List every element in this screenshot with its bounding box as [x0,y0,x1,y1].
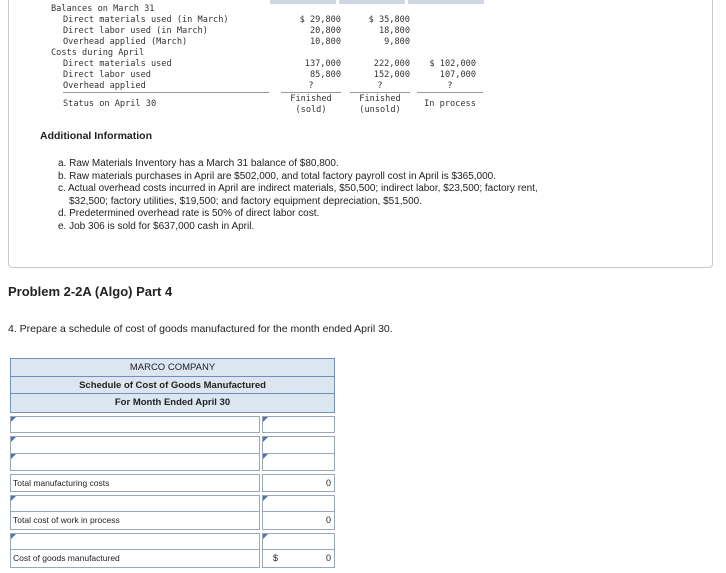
table-row [10,550,335,568]
schedule-subtitle: Schedule of Cost of Goods Manufactured [11,377,334,395]
table-row [10,436,335,454]
column-header-strip [339,0,405,4]
schedule-period: For Month Ended April 30 [114,397,231,408]
cost-value: 107,000 [439,70,476,80]
balance-label: Direct labor used (in March) [63,26,208,36]
total-mfg-label: Total manufacturing costs [10,474,260,492]
column-header-strip [408,0,484,4]
schedule-table [10,358,335,568]
amount-input[interactable] [262,533,335,551]
question-text: 4. Prepare a schedule of cost of goods manufactured for the month ended April 30. [8,323,393,335]
problem-title: Problem 2-2A (Algo) Part 4 [8,284,173,299]
cost-label: Direct materials used [63,59,172,69]
company-name: MARCO COMPANY [11,359,334,377]
input-marker-icon [11,437,16,442]
table-row [10,454,335,472]
table-row [10,474,335,492]
cogm-cell [262,550,335,568]
label-input[interactable] [10,454,260,472]
input-marker-icon [11,454,16,459]
cost-value: 152,000 [373,70,410,80]
balance-value: 18,800 [378,26,410,36]
info-item: b. Raw materials purchases in April are $502,000, and total factory payroll cost in April is $365,000. [58,170,497,182]
cost-value: ? [447,81,453,91]
cost-value: ? [308,81,314,91]
input-marker-icon [11,534,16,539]
table-row [10,533,335,551]
input-marker-icon [11,417,16,422]
info-item: d. Predetermined overhead rate is 50% of direct labor cost. [58,208,320,219]
info-item: e. Job 306 is sold for $637,000 cash in April. [58,220,255,232]
amount-input[interactable] [262,454,335,472]
info-item: $32,500; factory utilities, $19,500; and factory equipment depreciation, $51,500. [69,195,423,207]
balance-value: 9,800 [384,37,410,47]
label-input[interactable] [10,495,260,513]
divider [281,92,341,93]
info-item: c. Actual overhead costs incurred in April are indirect materials, $50,500; indirect labor, $23,500; factory rent, [58,183,538,194]
status-value: Finished [290,94,332,104]
cost-label: Direct labor used [63,70,151,80]
amount-input[interactable] [262,436,335,454]
balance-value: 20,800 [309,26,341,36]
table-row [10,495,335,513]
balance-label: Overhead applied (March) [63,37,188,47]
table-row [10,512,335,530]
table-row [10,416,335,434]
amount-input[interactable] [262,416,335,434]
divider [63,92,269,93]
input-marker-icon [263,437,268,442]
additional-info-list [58,158,703,233]
amount-input[interactable] [262,495,335,513]
balance-value: 10,800 [309,37,341,47]
total-wip-label: Total cost of work in process [10,512,260,530]
divider [350,92,410,93]
input-marker-icon [263,496,268,501]
cost-value: ? [377,81,383,91]
label-input[interactable] [10,533,260,551]
label-input[interactable] [10,436,260,454]
status-value: In process [424,99,476,109]
cost-value: $ 102,000 [429,59,476,69]
input-marker-icon [263,454,268,459]
costs-heading: Costs during April [51,48,145,58]
additional-info-title: Additional Information [40,130,152,142]
balance-value: $ 35,800 [368,15,410,25]
input-marker-icon [263,534,268,539]
cost-value: 222,000 [373,59,410,69]
balances-heading: Balances on March 31 [51,4,155,14]
divider [417,92,483,93]
label-input[interactable] [10,416,260,434]
status-value: (sold) [295,105,327,115]
total-wip-value: 0 [262,512,335,530]
input-marker-icon [263,417,268,422]
cogm-value: 0 [325,553,331,563]
balance-value: $ 29,800 [299,15,341,25]
status-value: (unsold) [359,105,401,115]
schedule-header [10,358,335,413]
total-mfg-value: 0 [262,474,335,492]
status-value: Finished [359,94,401,104]
input-marker-icon [11,496,16,501]
status-label: Status on April 30 [63,99,157,109]
column-header-strip [270,0,336,4]
currency-symbol: $ [273,553,279,563]
balance-label: Direct materials used (in March) [63,15,229,25]
cost-value: 137,000 [304,59,341,69]
cogm-label: Cost of goods manufactured [10,550,260,568]
info-item: a. Raw Materials Inventory has a March 31 balance of $80,800. [58,158,339,169]
cost-label: Overhead applied [63,81,146,91]
cost-value: 85,800 [309,70,341,80]
